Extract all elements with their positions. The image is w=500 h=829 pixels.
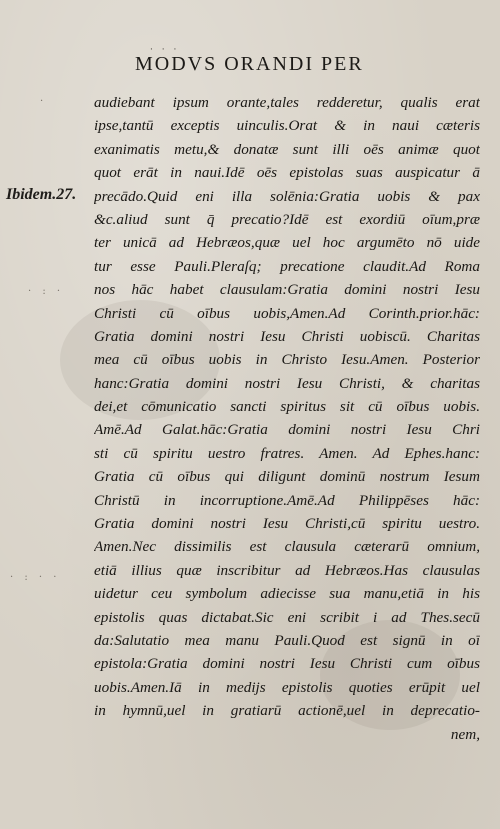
text-line: nos hāc habet clausulam:Gratia domini nostri Iesu (94, 281, 480, 299)
show-through-marks: · · · (150, 45, 180, 55)
text-line: quot erāt in naui.Idē oēs epistolas suas auspicatur ā (94, 164, 480, 182)
margin-note: Ibidem.27. (6, 186, 77, 203)
text-line: uidetur ceu symbolum adiecisse sua manu,etiā in his (94, 585, 480, 603)
text-line: etiā illius quæ inscribitur ad Hebræos.Has clausulas (94, 561, 480, 579)
text-line: ipse,tantū exceptis uinculis.Orat & in naui cæteris (94, 117, 480, 135)
text-line: dei,et cōmunicatio sancti spiritus sit cū oībus uobis. (94, 398, 480, 416)
show-through-marks: · : · (28, 286, 65, 297)
catchword: nem, (450, 725, 480, 743)
body-text (94, 91, 480, 746)
show-through-marks: · : · · (10, 572, 61, 583)
text-line: precādo.Quid eni illa solēnia:Gratia uobis & pax (94, 187, 480, 205)
text-line: audiebant ipsum orante,tales redderetur, qualis erat (94, 94, 480, 111)
text-line: Christū in incorruptione.Amē.Ad Philippēses hāc: (94, 491, 480, 509)
text-line: epistola:Gratia domini nostri Iesu Christi cum oībus (94, 655, 480, 673)
text-line: &c.aliud sunt q̄ precatio?Idē est exordiū oīum,præ (94, 210, 480, 228)
text-line: sti cū spiritu uestro fratres. Amen. Ad Ephes.hanc: (94, 444, 480, 462)
text-line: Christi cū oībus uobis,Amen.Ad Corinth.prior.hāc: (94, 304, 480, 322)
text-line: mea cū oībus uobis in Christo Iesu.Amen. Posterior (94, 351, 480, 369)
text-line: Gratia cū oībus qui diligunt dominū nostrum Iesum (94, 468, 480, 486)
running-head: MODVS ORANDI PER (135, 53, 364, 75)
text-line: Gratia domini nostri Iesu Christi uobiscū. Charitas (94, 327, 480, 345)
text-line: Gratia domini nostri Iesu Christi,cū spiritu uestro. (94, 515, 480, 533)
text-line: exanimatis metu,& donatæ sunt illi oēs animæ quot (94, 140, 480, 158)
text-line: Amē.Ad Galat.hāc:Gratia domini nostri Iesu Chri (94, 421, 480, 439)
text-line: tur esse Pauli.Pleraſq; precatione claudit.Ad Roma (94, 257, 480, 275)
text-line: da:Salutatio mea manu Pauli.Quod est signū in oī (94, 631, 480, 649)
text-line: uobis.Amen.Iā in medijs epistolis quoties erūpit uel (94, 678, 480, 696)
text-line: ter unicā ad Hebræos,quæ uel hoc argumēto nō uide (94, 234, 480, 252)
text-line: epistolis quas dictabat.Sic eni scribit i ad Thes.secū (94, 608, 480, 626)
show-through-marks: · (40, 96, 48, 107)
text-line: hanc:Gratia domini nostri Iesu Christi, & charitas (94, 374, 480, 392)
text-line: Amen.Nec dissimilis est clausula cæterarū omnium, (94, 538, 480, 556)
text-line: in hymnū,uel in gratiarū actionē,uel in deprecatio- (94, 702, 480, 720)
